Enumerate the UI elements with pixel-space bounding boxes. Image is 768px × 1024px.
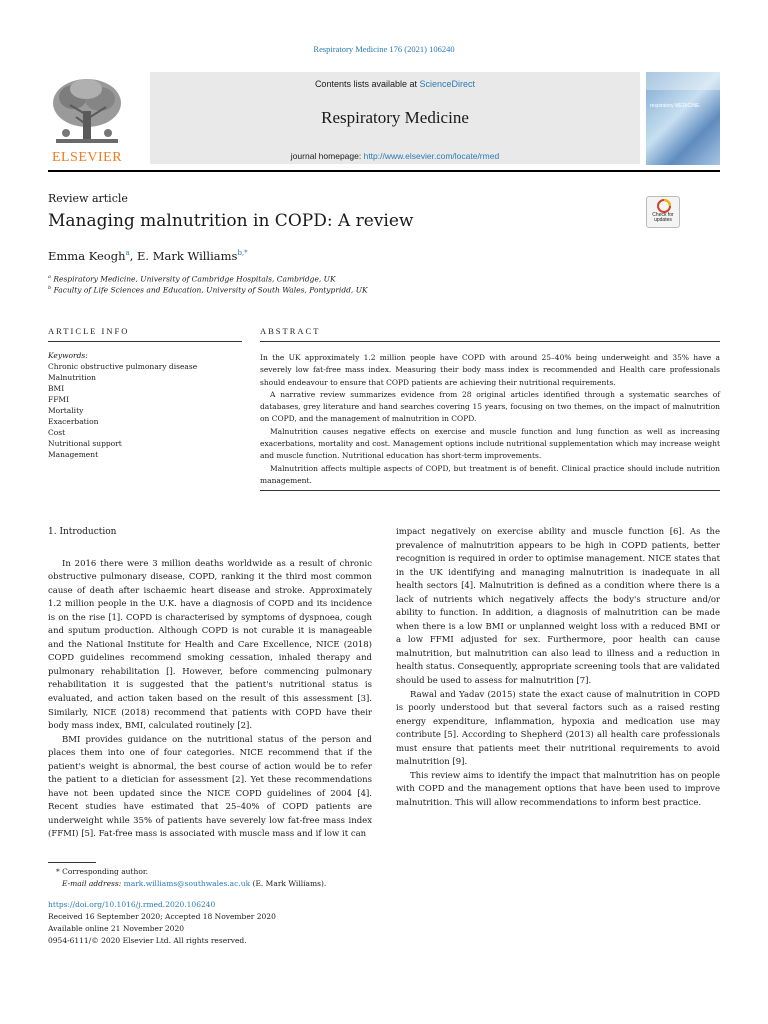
homepage-link[interactable]: http://www.elsevier.com/locate/rmed [363,151,500,161]
doi-link[interactable]: https://doi.org/10.1016/j.rmed.2020.106240 [48,900,216,909]
email-link[interactable]: mark.williams@southwales.ac.uk [123,879,251,888]
abstract-heading: ABSTRACT [260,326,321,336]
email-line [62,878,326,890]
cover-header-band [646,72,720,90]
keyword[interactable]: Mortality [48,406,84,415]
header-divider [48,170,720,172]
body-right-column [396,526,720,810]
affiliation [48,285,368,295]
footnote-divider [48,862,96,863]
keyword[interactable]: Exacerbation [48,417,99,426]
cover-title: respiratory MEDICINE [650,103,700,109]
affiliation-text: Faculty of Life Sciences and Education, University of South Wales, Pontypridd, UK [53,285,368,295]
keyword[interactable]: Nutritional support [48,439,122,448]
abstract-divider [260,341,720,342]
elsevier-tree-logo [48,75,126,149]
check-for-updates-label[interactable]: Check for updates [652,212,674,223]
homepage-label: journal homepage: [290,151,362,161]
keywords-label: Keywords: [48,351,88,360]
author-name[interactable]: E. Mark Williams [137,249,238,263]
received-dates: Received 16 September 2020; Accepted 18 November 2020 [48,912,276,921]
corresponding-author-note: * Corresponding author. [56,867,149,876]
copyright-notice: 0954-6111/© 2020 Elsevier Ltd. All rights reserved. [48,936,247,945]
keyword[interactable]: Management [48,450,99,459]
body-paragraph: impact negatively on exercise ability and muscle function [6]. As the prevalence of malnutrition appears to be high in COPD patients, better recognition is required in order to optimise management. NICE states that in the UK identifying and managing malnutrition is inadequate in all health sectors [4]. Malnutrition is defined as a condition where there is a lack of nutrients which negatively affects the body's structure and/or ability to function. In addition, a diagnosis of malnutrition can be made when there is a low BMI or unplanned weight loss with a reduced BMI or a low FFMI adjusted for sex. Furthermore, poor health can cause malnutrition, but malnutrition can also lead to illness and a reduction in health status. Consequently, appropriate screening tools that are validated should be used to assess for malnutrition [7]. [396,527,720,687]
affiliation-mark: b [48,285,52,291]
affiliation [48,274,336,284]
body-paragraph: Rawal and Yadav (2015) state the exact cause of malnutrition in COPD is poorly understood but that several factors such as a raised resting energy expenditure, inflammation, hypoxia and medication use may contribute [5]. According to Shepherd (2013) all health care professionals must ensure that patients meet their nutritional requirements to avoid malnutrition [9]. [396,689,720,768]
elsevier-logo-text: ELSEVIER [51,150,123,165]
body-paragraph: BMI provides guidance on the nutritional status of the person and places them into one of four categories. NICE recommend that if the patient's weight is abnormal, the best course of action would be to refer the patient to a dietician for assessment [2]. Yet these recommendations have not been updated since the NICE COPD guidelines of 2004 [4]. Recent studies have estimated that 25–40% of COPD patients are underweight while 35% of patients have severely low fat-free mass index (FFMI) [5]. Fat-free mass is associated with muscle mass and if low it can [48,734,372,840]
body-paragraph: This review aims to identify the impact that malnutrition has on people with COPD and the management options that have been used to improve malnutrition. This will allow recommendations to inform best practice. [396,770,720,808]
abstract-bottom-divider [260,490,720,491]
journal-name: Respiratory Medicine [321,108,469,127]
author-affiliation-mark[interactable]: b,* [237,249,248,258]
body-left-column [48,526,372,842]
available-online-date: Available online 21 November 2020 [48,924,184,933]
email-suffix: (E. Mark Williams). [252,879,327,888]
keyword[interactable]: FFMI [48,395,70,404]
affiliation-text: Respiratory Medicine, University of Cambridge Hospitals, Cambridge, UK [53,274,336,284]
article-title: Managing malnutrition in COPD: A review [48,211,414,231]
affiliation-mark: a [48,274,51,280]
journal-citation[interactable]: Respiratory Medicine 176 (2021) 106240 [313,44,455,54]
contents-line [150,79,640,89]
abstract-paragraph: Malnutrition affects multiple aspects of COPD, but treatment is of benefit. Clinical practice should include nutrition management. [260,463,720,485]
email-label: E-mail address: [62,879,122,888]
article-type: Review article [48,192,128,205]
journal-homepage [150,151,640,161]
abstract-paragraph: In the UK approximately 1.2 million people have COPD with around 25–40% being underweight and 35% have a severely low fat-free mass index. Measuring their body mass index is recommended and Health care professionals should endeavour to ensure that COPD patients are achieving their nutritional requirements. [260,353,720,387]
author-name[interactable]: Emma Keogh [48,249,126,263]
section-heading: 1. Introduction [48,527,117,537]
keyword[interactable]: Cost [48,428,66,437]
article-info-divider [48,341,242,342]
keyword[interactable]: Malnutrition [48,373,96,382]
abstract-paragraph: Malnutrition causes negative effects on exercise and muscle function and lung function as well as increasing exacerbations, mortality and cost. Management options include nutritional supplementation which may increase weight and muscle function. Nutritional education has short-term improvements. [260,426,720,461]
author-list: Emma Keogh$^a$, E. Mark Williams$^{b,*}$ [48,249,248,263]
keyword[interactable]: BMI [48,384,65,393]
body-paragraph: In 2016 there were 3 million deaths worldwide as a result of chronic obstructive pulmonary disease, COPD, ranking it the third most common cause of death after ischaemic heart disease and stroke. Approximately 1.2 million people in the U.K. have a diagnosis of COPD and its incidence is on the rise [1]. COPD is characterised by symptoms of dyspnoea, cough and sputum production. Although COPD is not curable it is manageable and the National Institute for Health and Care Excellence, NICE (2018) COPD guidelines recommend smoking cessation, inhaled therapy and pulmonary rehabilitation []. However, before commencing pulmonary rehabilitation it is suggested that the patient's nutritional status is evaluated, and action taken based on the result of this assessment [3]. Similarly, NICE (2018) recommend that patients with COPD have their body mass index, BMI, calculated routinely [2]. [48,558,372,732]
sciencedirect-link[interactable]: ScienceDirect [419,79,476,89]
abstract-body [260,352,720,487]
article-info-heading: ARTICLE INFO [48,326,130,336]
contents-prefix: Contents lists available at [314,79,417,89]
abstract-paragraph: A narrative review summarizes evidence from 28 original articles identified through a systematic searches of databases, grey literature and hand searches covering 15 years, focusing on two themes, on the impact of malnutrition on COPD, and the management of malnutrition in COPD. [260,389,720,424]
keyword[interactable]: Chronic obstructive pulmonary disease [48,362,198,371]
author-affiliation-mark[interactable]: a [125,249,130,258]
